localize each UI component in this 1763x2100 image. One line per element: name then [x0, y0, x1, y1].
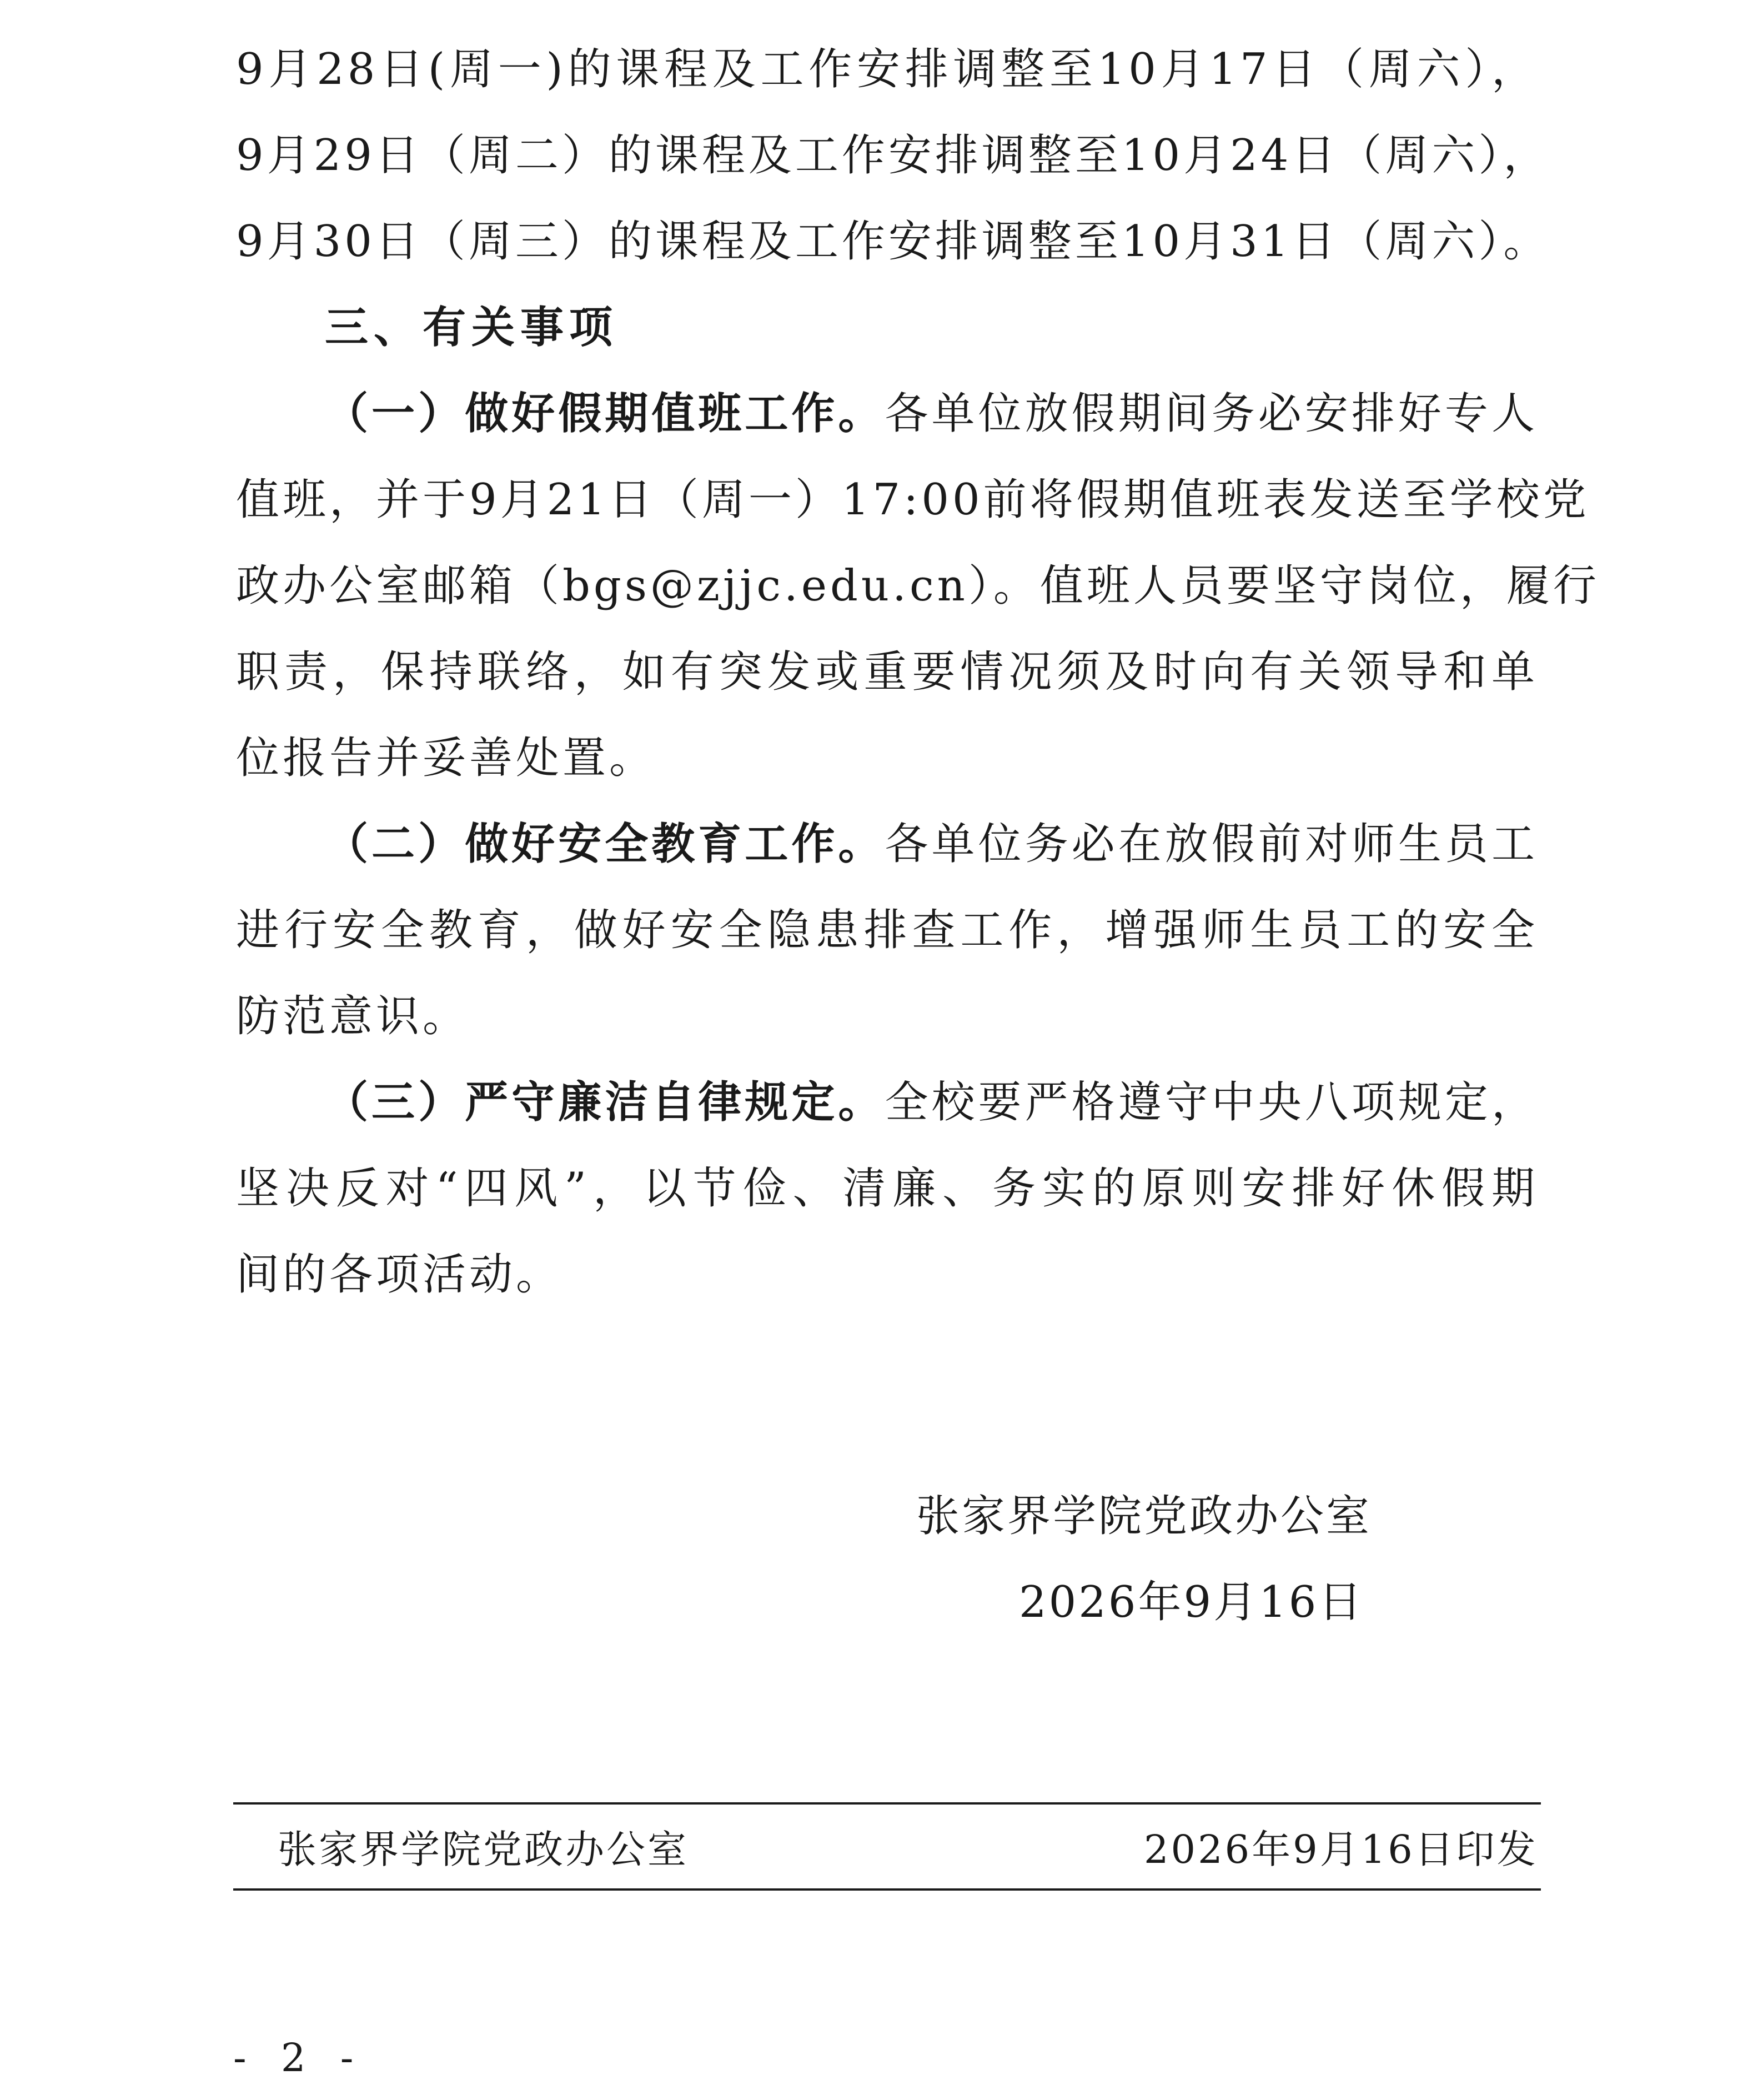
- item1-line4: 职责，保持联络，如有突发或重要情况须及时向有关领导和单: [236, 647, 1538, 697]
- item1-lead: （一）做好假期值班工作。: [325, 389, 885, 439]
- item2-line1: [325, 816, 1538, 872]
- item3-line2: 坚决反对“四风”，以节俭、清廉、务实的原则安排好休假期: [236, 1164, 1538, 1214]
- item2-lead: （二）做好安全教育工作。: [325, 819, 885, 869]
- section-heading: 三、有关事项: [325, 303, 619, 353]
- item3-line1: [325, 1075, 1538, 1130]
- item1-line1: [325, 386, 1538, 442]
- signature-issuer: 张家界学院党政办公室: [916, 1491, 1372, 1541]
- item2-line3: 防范意识。: [236, 991, 470, 1041]
- item3-line1-rest: 全校要严格遵守中央八项规定，: [885, 1077, 1538, 1127]
- schedule-line-3: 9月30日（周三）的课程及工作安排调整至10月31日（周六）。: [236, 217, 1550, 267]
- item2-line2: 进行安全教育，做好安全隐患排查工作，增强师生员工的安全: [236, 905, 1538, 955]
- footer-issuer: 张家界学院党政办公室: [278, 1827, 689, 1872]
- item2-line1-rest: 各单位务必在放假前对师生员工: [885, 819, 1538, 869]
- item1-line1-rest: 各单位放假期间务必安排好专人: [885, 389, 1538, 439]
- item1-line5: 位报告并妥善处置。: [236, 733, 656, 783]
- page-number: - 2 -: [233, 2035, 365, 2081]
- footer-top-rule: [233, 1802, 1541, 1805]
- schedule-line-1: 9月28日(周一)的课程及工作安排调整至10月17日（周六），: [236, 44, 1538, 94]
- item1-line2: 值班，并于9月21日（周一）17:00前将假期值班表发送至学校党: [236, 475, 1590, 525]
- signature-date: 2026年9月16日: [1019, 1577, 1364, 1627]
- schedule-line-2: 9月29日（周二）的课程及工作安排调整至10月24日（周六），: [236, 131, 1550, 181]
- item3-line3: 间的各项活动。: [236, 1250, 563, 1300]
- footer-issue-date: 2026年9月16日印发: [1144, 1827, 1538, 1872]
- item1-line3: 政办公室邮箱（bgs@zjjc.edu.cn）。值班人员要坚守岗位，履行: [236, 561, 1600, 611]
- item3-lead: （三）严守廉洁自律规定。: [325, 1077, 885, 1127]
- footer-bottom-rule: [233, 1888, 1541, 1891]
